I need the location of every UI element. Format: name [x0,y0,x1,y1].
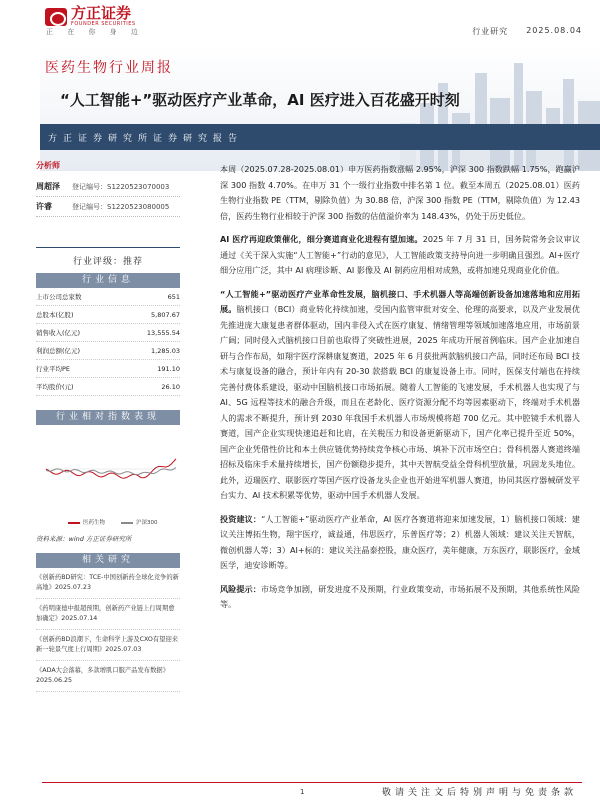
industry-info-title: 行业信息 [36,273,180,288]
info-value: 26.10 [161,383,180,391]
info-value: 651 [167,293,180,301]
sidebar [36,160,180,692]
info-label: 行业平均PE [36,365,71,373]
footer-divider [42,782,582,783]
legend-label: 沪深300 [136,520,158,526]
report-category: 行业研究 [472,27,509,36]
logo-name: 方正证券 [71,4,132,22]
info-row [36,378,180,396]
info-row [36,360,180,378]
related-research [36,553,180,692]
series-line-pharma [46,459,176,478]
page-header [0,0,600,40]
index-chart-box [36,410,180,543]
analyst-row [36,197,180,217]
report-body [220,162,580,621]
paragraph-lead: 投资建议： [220,513,262,524]
related-title: 相关研究 [36,553,180,568]
paragraph-text: 2025 年 7 月 31 日，国务院常务会议审议通过《关于深入实施“人工智能+”行动的意见》，人工智能政策支持导向进一步明确且强烈。AI+医疗细分应用广泛，其中 AI 病理诊断、AI 影像及 AI 制药应用相对成熟，或将加速兑现商业化价值。 [220,234,580,275]
info-row [36,288,180,306]
info-label: 利润总额(亿元) [36,347,81,355]
info-label: 销售收入(亿元) [36,329,81,337]
paragraph-text: “人工智能+”驱动医疗产业革命，AI 医疗各赛道将迎来加速发展，1）脑机接口领域：建议关注博拓生物，翔宇医疗，诚益通，伟思医疗，乐普医疗等；2）机器人领域：建议关注天智航，微创机器人等；3）AI+标的：建议关注晶泰控股，康众医疗，美年健康，万东医疗，联影医疗，金域医学，迪安诊断等。 [220,513,580,570]
report-series-title: 医药生物行业周报 [45,60,173,76]
info-row [36,342,180,360]
disclaimer-note: 敬请关注文后特别声明与免责条款 [382,788,578,798]
paragraph-lead: AI 医疗再迎政策催化，细分赛道商业化进程有望加速。 [220,234,423,244]
index-chart-title: 行业相对指数表现 [36,410,180,425]
legend-item [121,518,158,526]
info-value: 5,807.67 [151,311,180,319]
body-paragraph [220,512,580,574]
analyst-label: 分析师 [36,161,60,170]
legend-label: 医药生物 [83,520,106,526]
institute-strip [40,124,600,150]
report-headline: “人工智能+”驱动医疗产业革命，AI 医疗进入百花盛开时刻 [60,91,460,109]
related-item[interactable]: 《ADA大会落幕，多款增肌口服产品发布数据》2025.06.25 [36,661,180,692]
logo-english: FOUNDER SECURITIES [71,21,136,27]
title-banner [40,43,600,171]
info-label: 平均股价(元) [36,383,74,391]
report-date: 2025.08.04 [526,26,582,35]
analyst-name: 周超泽 [36,182,60,191]
analyst-row [36,177,180,197]
body-paragraph [220,582,580,613]
info-row [36,324,180,342]
page-footer [0,788,600,800]
info-value: 191.10 [157,365,180,373]
logo-icon [45,8,67,26]
paragraph-lead: 风险提示： [220,583,261,594]
analyst-name: 许睿 [36,202,52,211]
slogan: 正 在 你 身 边 [46,28,144,36]
index-chart [36,425,180,513]
page-number: 1 [300,788,305,796]
info-label: 总股本(亿股) [36,311,74,319]
series-line-hs300 [46,468,176,475]
chart-source: 资料来源：wind 方正证券研究所 [36,535,132,543]
institute-label: 方正证券研究所证券研究报告 [48,134,244,144]
info-row [36,306,180,324]
chart-legend [36,518,180,526]
info-value: 13,555.54 [146,329,180,337]
info-label: 上市公司总家数 [36,293,82,301]
info-value: 1,285.03 [151,347,180,355]
body-paragraph: 本周（2025.07.28-2025.08.01）申万医药指数涨幅 2.95%，沪深 300 指数跌幅 1.75%，跑赢沪深 300 指数 4.70%。在申万 31 个一级行业指数中排名第 1 位。截至本周五（2025.08.01）医药生物行业指数 PE（TTM，剔除负值）为 30.88 倍，沪深 300 指数 PE（TTM，剔除负值）为 12.43 倍，医药生物行业相较于沪深 300 指数的估值溢价率为 148.43%，仍处于历史低位。 [220,164,580,221]
paragraph-text: 脑机接口（BCI）商业转化持续加速，受国内监管审批对安全、伦理的高要求，以及产业发展优先推进庞大康复患者群体驱动，国内非侵入式在医疗康复、情绪管理等领域加速落地应用，市场前景广阔；同时侵入式脑机接口目前也取得了突破性进展，2025 年成功开展首例临床。国产企业加速自研与合作布局，如翔宇医疗深耕康复赛道，2025 年 6 月获批两款脑机接口产品，同时还布局 BCI 技术与康复设备的融合，预计年内有 20-30 款搭载 BCI 的康复设备上市。同时，医保支付端也在持续完善付费体系建设，驱动中国脑机接口市场拓展。随着人工智能的飞速发展，手术机器人也实现了与 AI、5G 远程等技术的融合升级，而且在老龄化、医疗资源分配不均等因素驱动下，终端对手术机器人的需求不断提升，预计到 2030 年我国手术机器人市场规模将超 700 亿元。其中腔镜手术机器人赛道，国产企业实现快速追赶和比肩，在关税压力和设备更新驱动下，国产化率已提升至近 50%，国产企业凭借性价比和本土供应链优势持续竞争核心市场、填补下沉市场空白；骨科机器人赛道终端招标及临床手术量持续增长，国产份额稳步提升，其中天智航受益全骨科机型放量，巩固龙头地位。此外，迈瑞医疗、联影医疗等国产医疗设备龙头企业也开始进军机器人赛道，协同其医疗器械研发平台实力、AI 技术积累等优势，驱动中国手术机器人发展。 [220,304,580,500]
paragraph-lead: “人工智能+”驱动医疗产业革命性发展，脑机接口、手术机器人等高端创新设备加速落地和应用拓展。 [220,288,580,314]
related-item[interactable]: 《创新药BD研究：TCE-中国创新药全球化竞争的新高地》2025.07.23 [36,568,180,599]
body-paragraph [220,287,580,504]
legend-item [68,518,105,526]
company-logo [45,6,136,27]
analyst-reg: 登记编号：S1220523070003 [72,182,170,191]
industry-rating: 行业评级：推荐 [36,247,180,273]
related-item[interactable]: 《药明康德中报超预期，创新药产业链上行周期愈加确定》2025.07.14 [36,599,180,630]
related-item[interactable]: 《创新药BD浪潮下，生命科学上游及CXO有望迎来新一轮景气度上行周期》2025.07.03 [36,630,180,661]
paragraph-text: 市场竞争加剧，研发进度不及预期，行业政策变动，市场拓展不及预期，其他系统性风险等。 [220,583,580,609]
body-paragraph [220,232,580,279]
analyst-reg: 登记编号：S1220523080005 [72,202,170,211]
